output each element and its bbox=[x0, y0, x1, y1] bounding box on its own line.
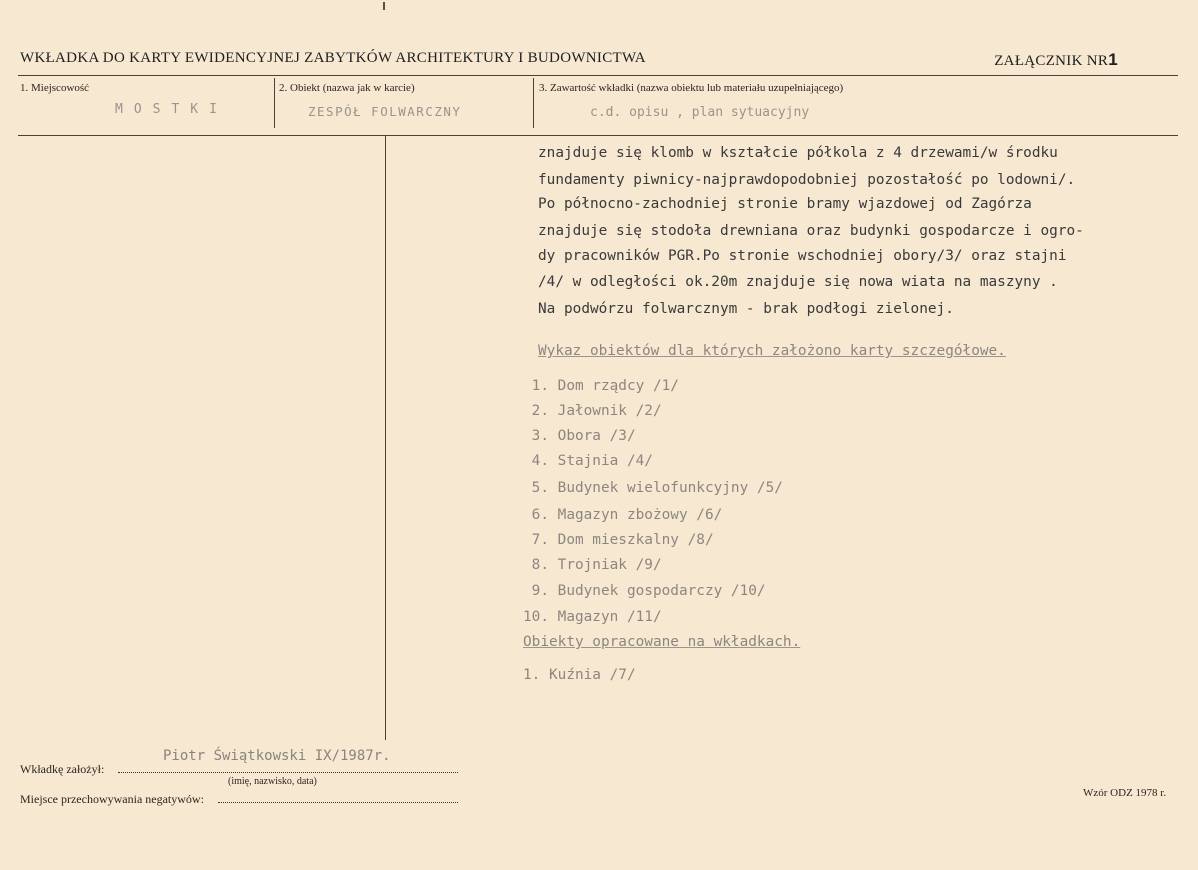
inserts-heading: Obiekty opracowane na wkładkach. bbox=[523, 634, 801, 650]
paragraph-line: znajduje się stodoła drewniana oraz budynki gospodarcze i ogro- bbox=[538, 223, 1084, 239]
header-rule bbox=[18, 75, 1178, 76]
paragraph-line: znajduje się klomb w kształcie półkola z 4 drzewami/w środku bbox=[538, 145, 1058, 161]
list-item: 7. Dom mieszkalny /8/ bbox=[523, 532, 714, 548]
list-item: 1. Dom rządcy /1/ bbox=[523, 378, 679, 394]
object-value: ZESPÓŁ FOLWARCZNY bbox=[308, 104, 462, 119]
insert-item: 1. Kuźnia /7/ bbox=[523, 667, 636, 683]
list-item: 5. Budynek wielofunkcyjny /5/ bbox=[523, 480, 783, 496]
paragraph-line: Na podwórzu folwarcznym - brak podłogi zielonej. bbox=[538, 301, 954, 317]
paragraph-line: Po północno-zachodniej stronie bramy wjazdowej od Zagórza bbox=[538, 196, 1032, 212]
list-item: 10. Magazyn /11/ bbox=[523, 609, 662, 625]
content-value: c.d. opisu , plan sytuacyjny bbox=[590, 105, 810, 120]
object-label: 2. Obiekt (nazwa jak w karcie) bbox=[279, 82, 415, 94]
punch-mark bbox=[383, 2, 385, 10]
place-value: MOSTKI bbox=[115, 102, 228, 117]
form-template: Wzór ODZ 1978 r. bbox=[1083, 787, 1167, 799]
objects-list-heading: Wykaz obiektów dla których założono karty szczegółowe. bbox=[538, 343, 1006, 359]
annex-label bbox=[994, 50, 1118, 70]
annex-label-text: ZAŁĄCZNIK NR bbox=[994, 53, 1109, 69]
field-divider-2 bbox=[533, 78, 534, 128]
list-item: 8. Trojniak /9/ bbox=[523, 557, 662, 573]
negatives-label: Miejsce przechowywania negatywów: bbox=[20, 792, 204, 806]
list-item: 9. Budynek gospodarczy /10/ bbox=[523, 583, 766, 599]
annex-number: 1 bbox=[1108, 50, 1118, 69]
sheet-title: WKŁADKA DO KARTY EWIDENCYJNEJ ZABYTKÓW ARCHITEKTURY I BUDOWNICTWA bbox=[20, 50, 646, 66]
list-item: 4. Stajnia /4/ bbox=[523, 453, 653, 469]
field-divider-1 bbox=[274, 78, 275, 128]
fields-rule bbox=[18, 135, 1178, 136]
content-label: 3. Zawartość wkładki (nazwa obiektu lub materiału uzupełniającego) bbox=[539, 82, 844, 94]
created-by-label: Wkładkę założył: bbox=[20, 762, 105, 776]
paragraph-line: /4/ w odległości ok.20m znajduje się nowa wiata na maszyny . bbox=[538, 274, 1058, 290]
negatives-line bbox=[218, 802, 458, 803]
list-item: 3. Obora /3/ bbox=[523, 428, 636, 444]
list-item: 2. Jałownik /2/ bbox=[523, 403, 662, 419]
column-divider bbox=[385, 135, 386, 740]
paragraph-line: dy pracowników PGR.Po stronie wschodniej obory/3/ oraz stajni bbox=[538, 248, 1067, 264]
paragraph-line: fundamenty piwnicy-najprawdopodobniej pozostałość po lodowni/. bbox=[538, 172, 1076, 188]
list-item: 6. Magazyn zbożowy /6/ bbox=[523, 507, 723, 523]
place-label: 1. Miejscowość bbox=[20, 82, 90, 94]
created-by-line bbox=[118, 772, 458, 773]
created-by-hint: (imię, nazwisko, data) bbox=[228, 776, 317, 787]
created-by-value: Piotr Świątkowski IX/1987r. bbox=[163, 748, 391, 764]
